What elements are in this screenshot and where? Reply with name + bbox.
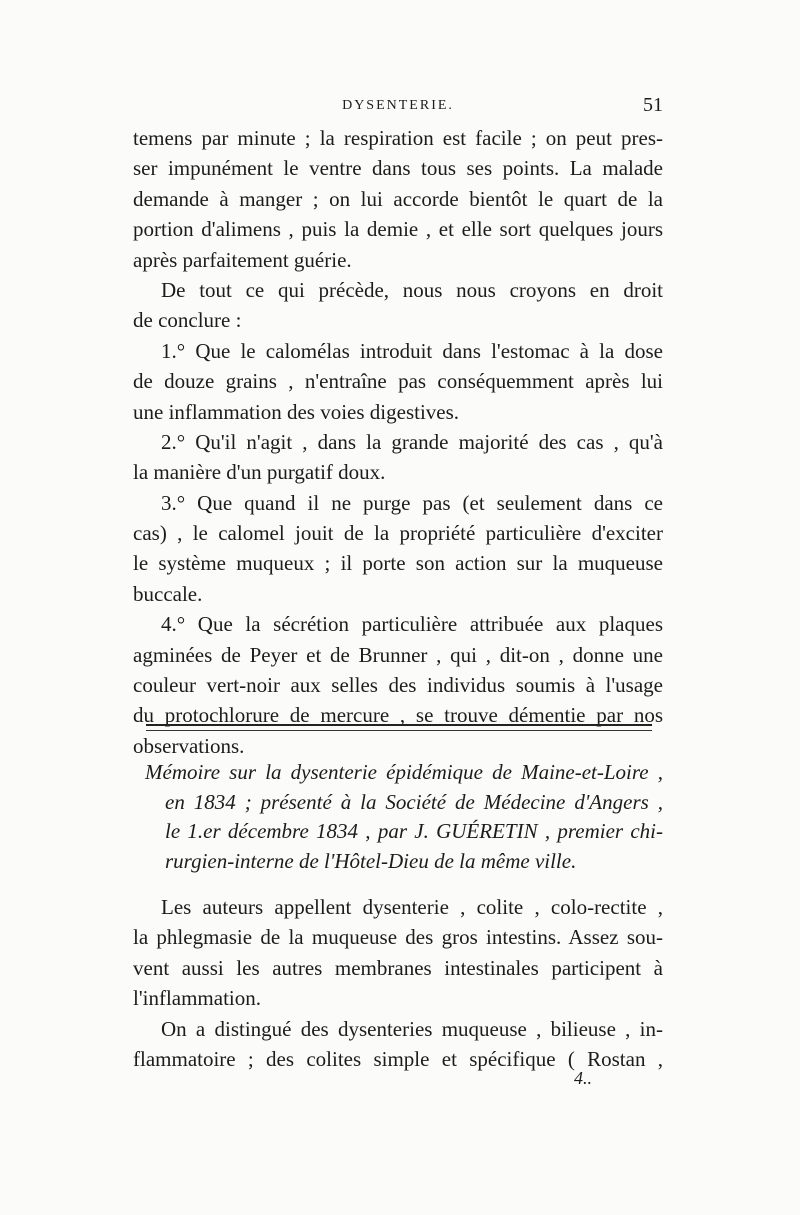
- text-line: vent aussi les autres membranes intestinales participent à: [133, 955, 663, 980]
- conclusion-line: couleur vert-noir aux selles des individus soumis à l'usage: [133, 673, 663, 698]
- page-number: 51: [643, 94, 663, 116]
- conclusion-line: la manière d'un purgatif doux.: [133, 460, 386, 485]
- section-divider-thin: [146, 730, 652, 731]
- conclusion-line: le système muqueux ; il porte son action sur la muqueuse: [133, 551, 663, 576]
- text-line: portion d'alimens , puis la demie , et elle sort quelques jours: [133, 217, 663, 242]
- title-line: rurgien-interne de l'Hôtel-Dieu de la même ville.: [165, 848, 577, 873]
- conclusion-line: buccale.: [133, 581, 203, 606]
- conclusion-line: 2.° Qu'il n'agit , dans la grande majorité des cas , qu'à: [161, 429, 663, 454]
- text-line: Les auteurs appellent dysenterie , colite , colo-rectite ,: [161, 895, 663, 919]
- text-line: l'inflammation.: [133, 986, 262, 1011]
- text-line: demande à manger ; on lui accorde bientôt le quart de la: [133, 186, 663, 211]
- title-line: Mémoire sur la dysenterie épidémique de Maine-et-Loire ,: [145, 760, 663, 784]
- text-line: de conclure :: [133, 308, 242, 333]
- conclusion-line: 3.° Que quand il ne purge pas (et seulement dans ce: [161, 490, 663, 515]
- paragraph-intro: [133, 892, 663, 1074]
- text-line: temens par minute ; la respiration est facile ; on peut pres-: [133, 126, 663, 150]
- running-head: DYSENTERIE.: [342, 98, 454, 113]
- text-line: ser impunément le ventre dans tous ses points. La malade: [133, 156, 663, 181]
- conclusion-line: une inflammation des voies digestives.: [133, 399, 460, 424]
- conclusion-line: de douze grains , n'entraîne pas conséquemment après lui: [133, 369, 663, 394]
- text-line: la phlegmasie de la muqueuse des gros intestins. Assez sou-: [133, 925, 663, 950]
- page-header: [133, 94, 663, 120]
- text-line: On a distingué des dysenteries muqueuse , bilieuse , in-: [161, 1016, 663, 1041]
- title-line: en 1834 ; présenté à la Société de Médecine d'Angers ,: [165, 789, 663, 814]
- text-line: flammatoire ; des colites simple et spécifique ( Rostan ,: [133, 1046, 663, 1071]
- conclusion-line: 1.° Que le calomélas introduit dans l'estomac à la dose: [161, 338, 663, 363]
- conclusion-line: 4.° Que la sécrétion particulière attribuée aux plaques: [161, 612, 663, 637]
- conclusion-line: du protochlorure de mercure , se trouve démentie par nos: [133, 703, 663, 728]
- conclusion-line: observations.: [133, 733, 245, 758]
- catchword: 4..: [574, 1068, 592, 1088]
- conclusion-line: agminées de Peyer et de Brunner , qui , dit-on , donne une: [133, 642, 663, 667]
- paragraph-continuation: [133, 123, 663, 761]
- conclusion-line: cas) , le calomel jouit de la propriété particulière d'exciter: [133, 521, 663, 546]
- memoir-title: [145, 758, 663, 876]
- text-line: après parfaitement guérie.: [133, 247, 352, 272]
- text-line: De tout ce qui précède, nous nous croyons en droit: [161, 277, 663, 302]
- section-divider: [146, 724, 652, 726]
- title-line: le 1.er décembre 1834 , par J. GUÉRETIN , premier chi-: [165, 819, 663, 843]
